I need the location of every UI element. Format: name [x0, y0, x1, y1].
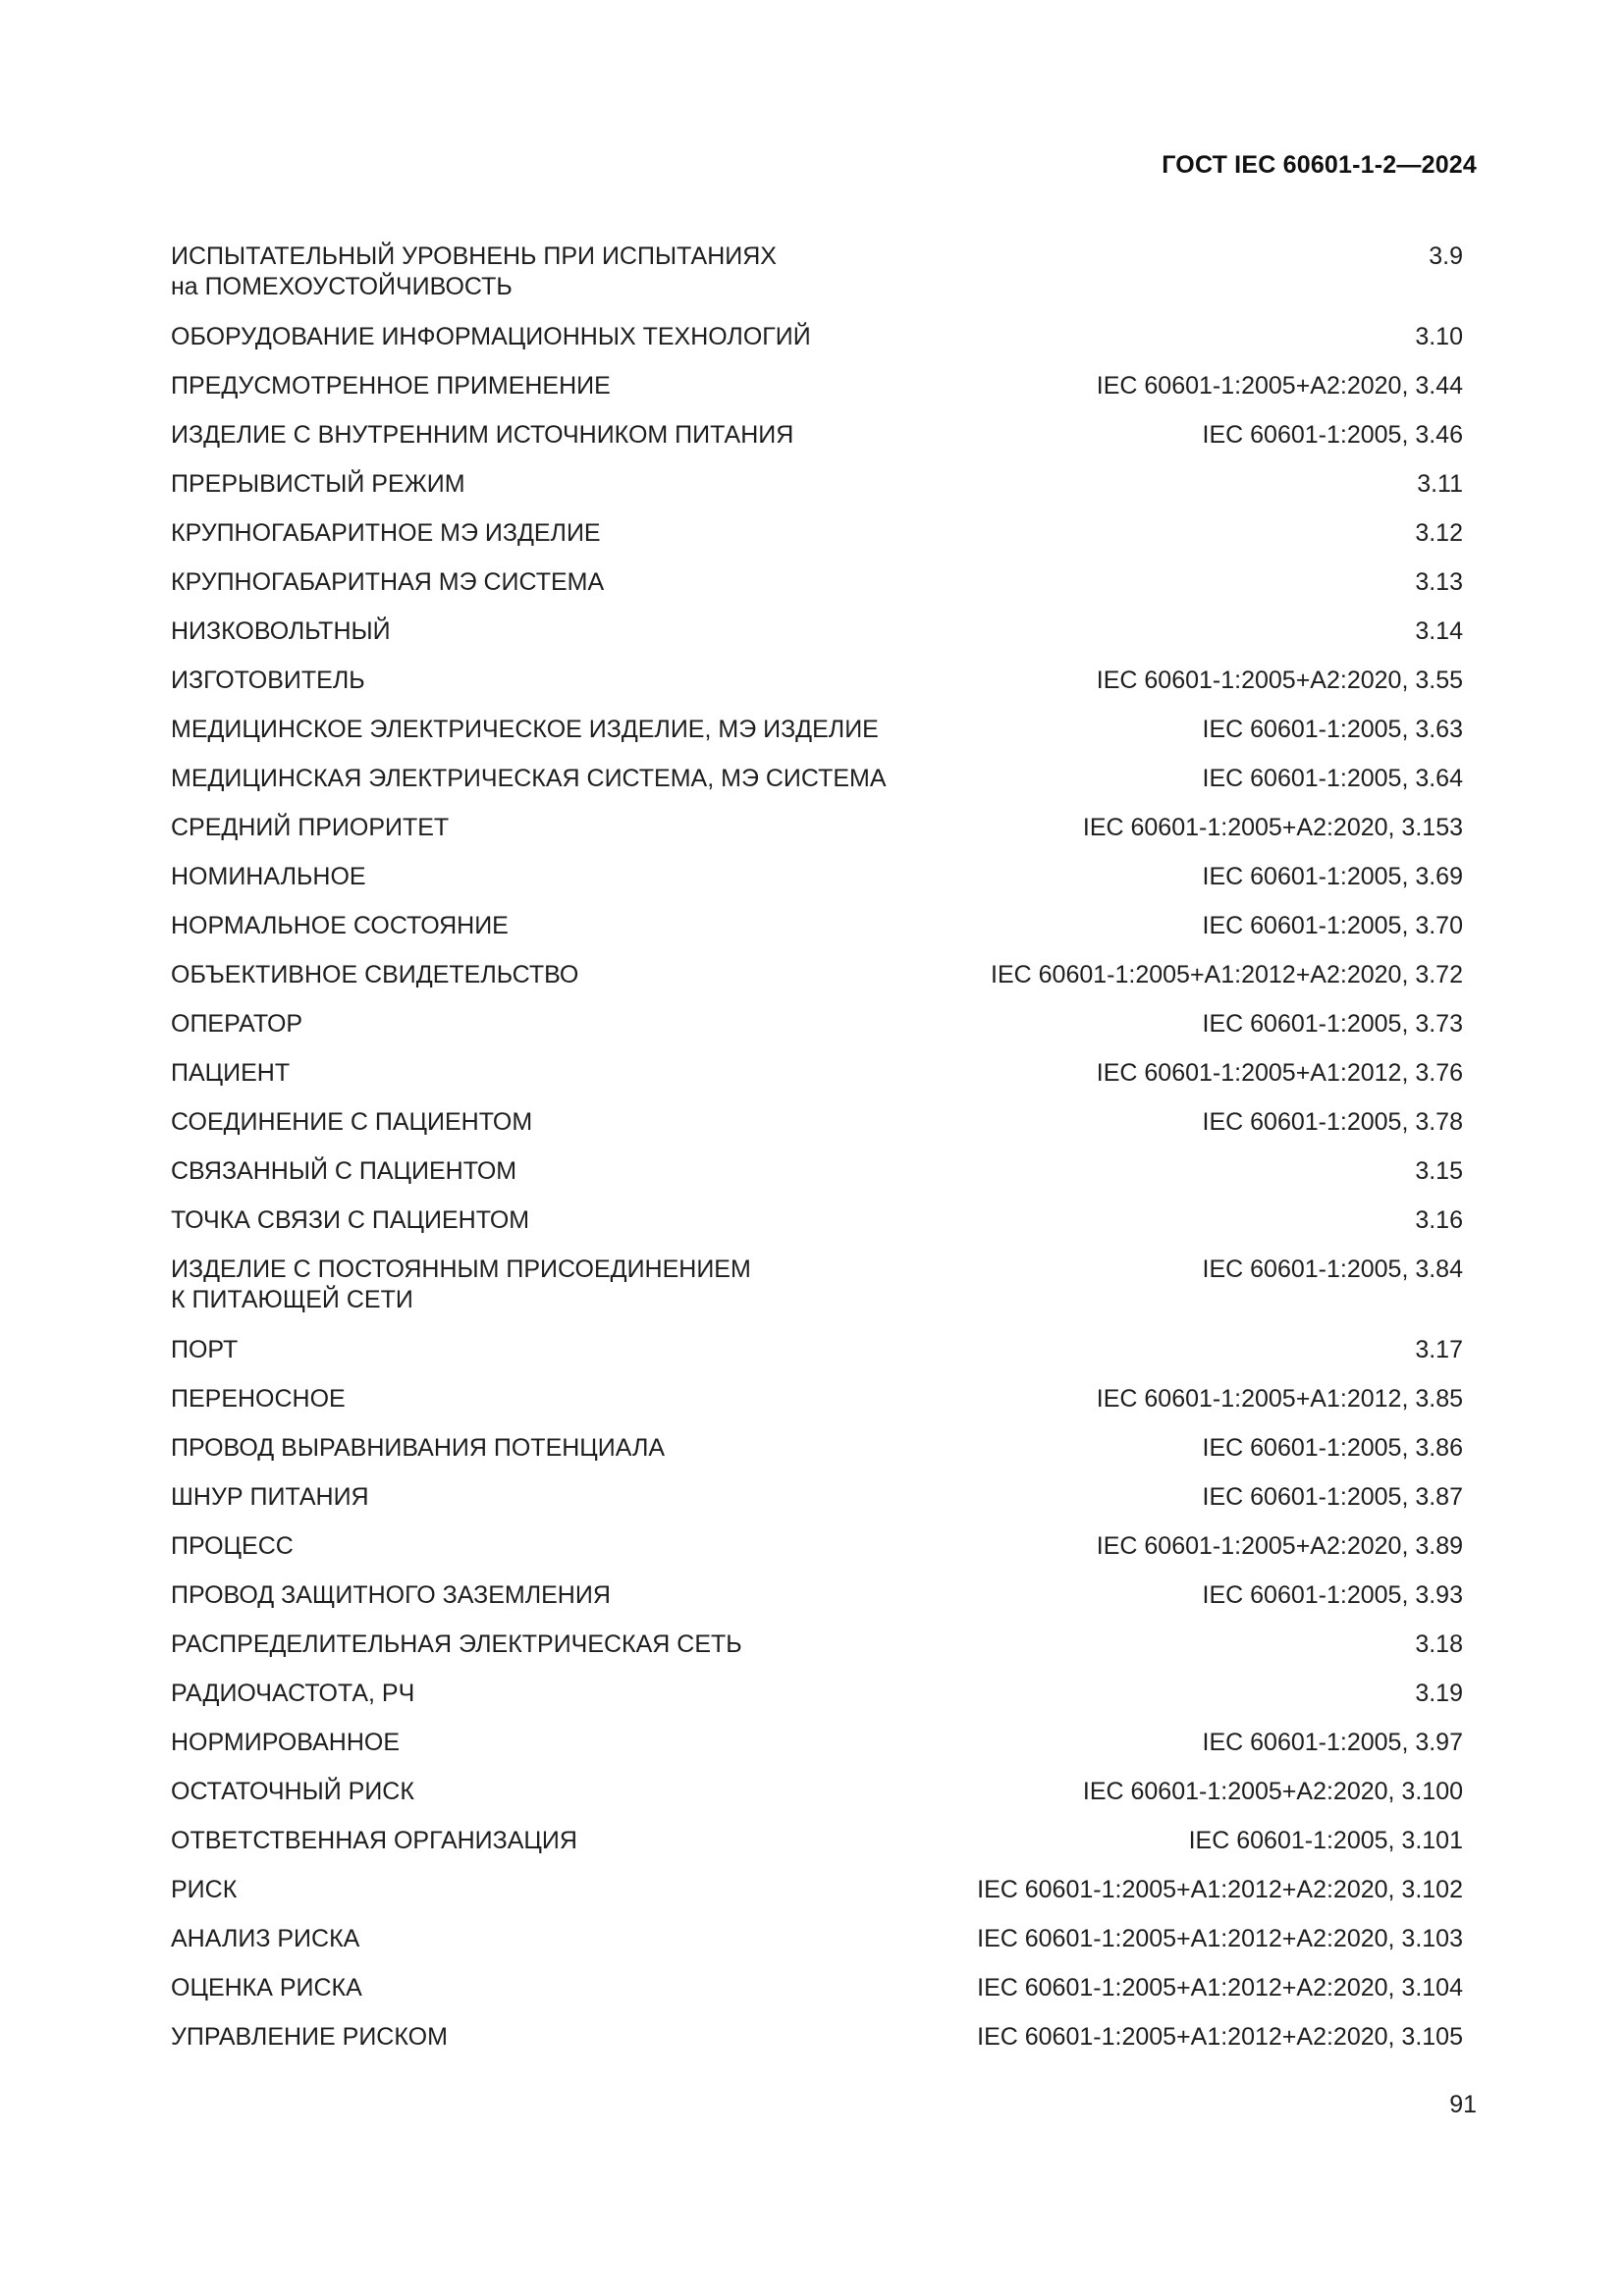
term-reference: 3.12	[1415, 519, 1463, 547]
term-name: НОРМИРОВАННОЕ	[171, 1729, 401, 1756]
term-name: КРУПНОГАБАРИТНАЯ МЭ СИСТЕМА	[171, 568, 605, 596]
term-row	[171, 616, 1463, 666]
term-row	[171, 960, 1463, 1009]
term-name: ОБЪЕКТИВНОЕ СВИДЕТЕЛЬСТВО	[171, 961, 579, 988]
term-reference: IEC 60601-1:2005, 3.78	[1202, 1108, 1463, 1136]
term-name: СВЯЗАННЫЙ С ПАЦИЕНТОМ	[171, 1157, 517, 1185]
term-name: ТОЧКА СВЯЗИ С ПАЦИЕНТОМ	[171, 1206, 530, 1234]
term-reference: IEC 60601-1:2005+A1:2012, 3.76	[1096, 1059, 1463, 1087]
term-reference: 3.19	[1415, 1680, 1463, 1707]
term-row	[171, 1629, 1463, 1679]
term-reference: 3.15	[1415, 1157, 1463, 1185]
term-reference: IEC 60601-1:2005+A2:2020, 3.153	[1082, 814, 1463, 841]
term-row	[171, 567, 1463, 616]
term-name: ПРОВОД ВЫРАВНИВАНИЯ ПОТЕНЦИАЛА	[171, 1434, 666, 1462]
term-row	[171, 911, 1463, 960]
term-name: ПРЕРЫВИСТЫЙ РЕЖИМ	[171, 470, 465, 498]
term-row	[171, 1924, 1463, 1973]
term-row	[171, 322, 1463, 371]
term-reference: IEC 60601-1:2005+A1:2012+A2:2020, 3.103	[977, 1925, 1463, 1952]
term-row	[171, 1205, 1463, 1255]
term-name: АНАЛИЗ РИСКА	[171, 1925, 360, 1952]
term-reference: 3.17	[1415, 1336, 1463, 1363]
term-row	[171, 420, 1463, 469]
term-row	[171, 1433, 1463, 1482]
term-row	[171, 862, 1463, 911]
term-name: ИЗДЕЛИЕ С ПОСТОЯННЫМ ПРИСОЕДИНЕНИЕМ К ПИТАЮЩЕЙ СЕТИ	[171, 1255, 751, 1313]
term-name: СОЕДИНЕНИЕ С ПАЦИЕНТОМ	[171, 1108, 533, 1136]
term-reference: 3.9	[1429, 242, 1463, 270]
term-row	[171, 1255, 1463, 1335]
term-row	[171, 813, 1463, 862]
term-name: НОМИНАЛЬНОЕ	[171, 863, 366, 890]
term-reference: 3.14	[1415, 617, 1463, 645]
term-name: ПРОВОД ЗАЩИТНОГО ЗАЗЕМЛЕНИЯ	[171, 1581, 611, 1609]
term-row	[171, 1973, 1463, 2022]
term-reference: IEC 60601-1:2005+A2:2020, 3.55	[1096, 667, 1463, 694]
term-name: ОБОРУДОВАНИЕ ИНФОРМАЦИОННЫХ ТЕХНОЛОГИЙ	[171, 323, 811, 350]
term-name: ОСТАТОЧНЫЙ РИСК	[171, 1778, 414, 1805]
term-reference: IEC 60601-1:2005+A2:2020, 3.100	[1082, 1778, 1463, 1805]
term-name: НОРМАЛЬНОЕ СОСТОЯНИЕ	[171, 912, 509, 939]
term-reference: IEC 60601-1:2005, 3.73	[1202, 1010, 1463, 1038]
term-name: ОПЕРАТОР	[171, 1010, 303, 1038]
term-name: ПАЦИЕНТ	[171, 1059, 291, 1087]
term-reference: IEC 60601-1:2005, 3.69	[1202, 863, 1463, 890]
term-reference: IEC 60601-1:2005+A2:2020, 3.44	[1096, 372, 1463, 400]
term-reference: IEC 60601-1:2005, 3.84	[1202, 1255, 1463, 1283]
term-reference: IEC 60601-1:2005, 3.86	[1202, 1434, 1463, 1462]
term-row	[171, 2022, 1463, 2071]
term-row	[171, 1777, 1463, 1826]
term-reference: IEC 60601-1:2005, 3.46	[1202, 421, 1463, 449]
term-row	[171, 1058, 1463, 1107]
term-reference: 3.13	[1415, 568, 1463, 596]
term-reference: IEC 60601-1:2005+A1:2012+A2:2020, 3.105	[977, 2023, 1463, 2051]
term-reference: IEC 60601-1:2005+A1:2012+A2:2020, 3.102	[977, 1876, 1463, 1903]
term-reference: 3.18	[1415, 1630, 1463, 1658]
term-row	[171, 1531, 1463, 1580]
term-reference: IEC 60601-1:2005, 3.93	[1202, 1581, 1463, 1609]
term-reference: IEC 60601-1:2005, 3.101	[1188, 1827, 1463, 1854]
term-row	[171, 518, 1463, 567]
term-name: РАСПРЕДЕЛИТЕЛЬНАЯ ЭЛЕКТРИЧЕСКАЯ СЕТЬ	[171, 1630, 742, 1658]
page-number: 91	[1449, 2091, 1477, 2118]
term-reference: 3.11	[1417, 470, 1463, 498]
term-row	[171, 1826, 1463, 1875]
term-row	[171, 1679, 1463, 1728]
term-reference: IEC 60601-1:2005, 3.64	[1202, 765, 1463, 792]
term-row	[171, 241, 1463, 322]
term-reference: IEC 60601-1:2005+A1:2012+A2:2020, 3.104	[977, 1974, 1463, 2002]
term-reference: IEC 60601-1:2005+A1:2012+A2:2020, 3.72	[991, 961, 1463, 988]
term-name: ИЗДЕЛИЕ С ВНУТРЕННИМ ИСТОЧНИКОМ ПИТАНИЯ	[171, 421, 794, 449]
term-name: ПРОЦЕСС	[171, 1532, 294, 1560]
term-name: УПРАВЛЕНИЕ РИСКОМ	[171, 2023, 448, 2051]
term-name: ШНУР ПИТАНИЯ	[171, 1483, 369, 1511]
term-name: ПЕРЕНОСНОЕ	[171, 1385, 346, 1413]
terms-index-list	[171, 241, 1463, 2071]
term-row	[171, 1384, 1463, 1433]
term-name: НИЗКОВОЛЬТНЫЙ	[171, 617, 391, 645]
term-row	[171, 1482, 1463, 1531]
term-row	[171, 1107, 1463, 1156]
term-row	[171, 1728, 1463, 1777]
term-name: МЕДИЦИНСКАЯ ЭЛЕКТРИЧЕСКАЯ СИСТЕМА, МЭ СИСТЕМА	[171, 765, 887, 792]
term-row	[171, 715, 1463, 764]
term-row	[171, 1156, 1463, 1205]
term-row	[171, 371, 1463, 420]
term-reference: IEC 60601-1:2005, 3.70	[1202, 912, 1463, 939]
term-name: ПРЕДУСМОТРЕННОЕ ПРИМЕНЕНИЕ	[171, 372, 611, 400]
term-name: ОЦЕНКА РИСКА	[171, 1974, 362, 2002]
term-name: ИСПЫТАТЕЛЬНЫЙ УРОВНЕНЬ ПРИ ИСПЫТАНИЯХ на ПОМЕХОУСТОЙЧИВОСТЬ	[171, 242, 777, 300]
term-name: ПОРТ	[171, 1336, 239, 1363]
term-name: ОТВЕТСТВЕННАЯ ОРГАНИЗАЦИЯ	[171, 1827, 577, 1854]
term-name: РИСК	[171, 1876, 238, 1903]
term-reference: 3.10	[1415, 323, 1463, 350]
term-row	[171, 469, 1463, 518]
term-reference: IEC 60601-1:2005, 3.97	[1202, 1729, 1463, 1756]
term-name: МЕДИЦИНСКОЕ ЭЛЕКТРИЧЕСКОЕ ИЗДЕЛИЕ, МЭ ИЗДЕЛИЕ	[171, 716, 879, 743]
term-name: СРЕДНИЙ ПРИОРИТЕТ	[171, 814, 450, 841]
term-reference: IEC 60601-1:2005, 3.87	[1202, 1483, 1463, 1511]
term-row	[171, 1009, 1463, 1058]
term-name: КРУПНОГАБАРИТНОЕ МЭ ИЗДЕЛИЕ	[171, 519, 601, 547]
term-reference: IEC 60601-1:2005, 3.63	[1202, 716, 1463, 743]
term-name: РАДИОЧАСТОТА, РЧ	[171, 1680, 415, 1707]
term-reference: 3.16	[1415, 1206, 1463, 1234]
document-code-header: ГОСТ IEC 60601-1-2—2024	[1162, 151, 1477, 179]
term-row	[171, 1875, 1463, 1924]
term-row	[171, 666, 1463, 715]
term-reference: IEC 60601-1:2005+A1:2012, 3.85	[1096, 1385, 1463, 1413]
term-reference: IEC 60601-1:2005+A2:2020, 3.89	[1096, 1532, 1463, 1560]
term-row	[171, 764, 1463, 813]
term-row	[171, 1580, 1463, 1629]
term-name: ИЗГОТОВИТЕЛЬ	[171, 667, 365, 694]
term-row	[171, 1335, 1463, 1384]
